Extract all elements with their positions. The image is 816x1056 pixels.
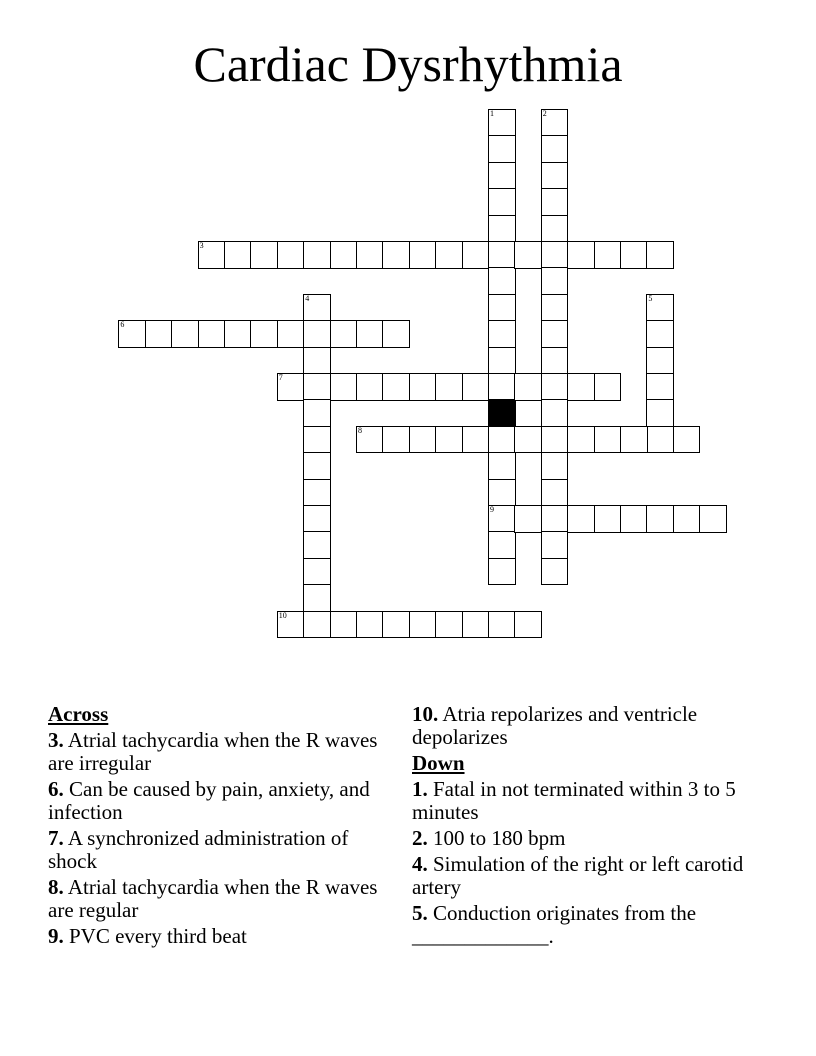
grid-cell[interactable] [303, 320, 331, 348]
grid-cell[interactable] [541, 215, 569, 243]
grid-cell[interactable] [277, 611, 305, 639]
grid-cell[interactable] [382, 320, 410, 348]
clues-column-left [48, 703, 388, 951]
clue-number: 5. [412, 901, 428, 925]
grid-cell[interactable] [356, 426, 384, 454]
grid-cell[interactable] [646, 294, 674, 322]
grid-cell[interactable] [118, 320, 146, 348]
across-clue-10 [412, 703, 762, 749]
grid-cell[interactable] [409, 426, 437, 454]
grid-cell[interactable] [514, 373, 542, 401]
grid-cell[interactable] [409, 241, 437, 269]
grid-cell[interactable] [462, 611, 490, 639]
grid-cell[interactable] [303, 241, 331, 269]
grid-cell[interactable] [541, 399, 569, 427]
grid-cell[interactable] [646, 347, 674, 375]
grid-cell[interactable] [303, 531, 331, 559]
grid-cell[interactable] [330, 373, 358, 401]
across-clue-6 [48, 778, 388, 824]
clue-text: Atrial tachycardia when the R waves are regular [48, 875, 378, 922]
page-title: Cardiac Dysrhythmia [193, 36, 623, 92]
clue-number: 6. [48, 777, 64, 801]
grid-cell[interactable] [435, 373, 463, 401]
grid-cell[interactable] [541, 479, 569, 507]
grid-cell[interactable] [435, 611, 463, 639]
grid-cell[interactable] [488, 347, 516, 375]
grid-cell[interactable] [541, 267, 569, 295]
grid-cell[interactable] [488, 426, 516, 454]
grid-cell[interactable] [198, 241, 226, 269]
down-clue-2 [412, 827, 762, 850]
grid-cell[interactable] [488, 241, 516, 269]
grid-cell[interactable] [488, 215, 516, 243]
across-clue-9 [48, 925, 388, 948]
clue-number-label: 10 [278, 610, 287, 620]
grid-cell[interactable] [541, 558, 569, 586]
clue-number: 4. [412, 852, 428, 876]
grid-cell[interactable] [303, 399, 331, 427]
clue-number: 10. [412, 702, 439, 726]
grid-cell[interactable] [171, 320, 199, 348]
grid-cell[interactable] [488, 294, 516, 322]
grid-cell[interactable] [277, 373, 305, 401]
clue-text: Conduction originates from the _____________. [412, 901, 697, 948]
clue-number-label: 8 [358, 425, 362, 435]
grid-cell[interactable] [330, 320, 358, 348]
grid-cell[interactable] [514, 241, 542, 269]
grid-cell[interactable] [303, 452, 331, 480]
clue-text: Simulation of the right or left carotid artery [412, 852, 744, 899]
grid-cell[interactable] [594, 426, 622, 454]
clue-number-label: 5 [648, 293, 653, 303]
grid-cell[interactable] [303, 426, 331, 454]
clue-text: 100 to 180 bpm [433, 826, 566, 850]
grid-cell[interactable] [620, 426, 648, 454]
grid-cell[interactable] [488, 320, 516, 348]
clue-number: 3. [48, 728, 64, 752]
black-cell [488, 399, 516, 427]
grid-cell[interactable] [356, 241, 384, 269]
grid-cell[interactable] [567, 505, 595, 533]
grid-cell[interactable] [567, 241, 595, 269]
grid-cell[interactable] [277, 320, 305, 348]
clue-number: 9. [48, 924, 64, 948]
clue-number-label: 7 [278, 373, 283, 382]
grid-cell[interactable] [488, 505, 516, 533]
grid-cell[interactable] [646, 505, 674, 533]
clue-number: 2. [412, 826, 428, 850]
grid-cell[interactable] [382, 426, 410, 454]
grid-cell[interactable] [488, 267, 516, 295]
grid-cell[interactable] [250, 320, 278, 348]
grid-cell[interactable] [250, 241, 278, 269]
grid-cell[interactable] [541, 162, 569, 190]
grid-cell[interactable] [567, 426, 595, 454]
grid-cell[interactable] [462, 373, 490, 401]
grid-cell[interactable] [541, 347, 569, 375]
grid-cell[interactable] [462, 241, 490, 269]
clue-text: PVC every third beat [69, 924, 247, 948]
clue-number-label: 6 [120, 320, 125, 330]
grid-cell[interactable] [594, 373, 622, 401]
grid-cell[interactable] [356, 373, 384, 401]
grid-cell[interactable] [488, 109, 516, 137]
grid-cell[interactable] [620, 241, 648, 269]
grid-cell[interactable] [514, 505, 542, 533]
grid-cell[interactable] [567, 373, 595, 401]
grid-cell[interactable] [303, 347, 331, 375]
grid-cell[interactable] [541, 188, 569, 216]
down-heading: Down [412, 751, 465, 775]
grid-cell[interactable] [303, 584, 331, 612]
down-clue-5 [412, 902, 762, 948]
grid-cell[interactable] [488, 373, 516, 401]
grid-cell[interactable] [382, 241, 410, 269]
grid-cell[interactable] [224, 241, 252, 269]
clue-text: Can be caused by pain, anxiety, and infection [48, 777, 370, 824]
across-clue-3 [48, 729, 388, 775]
grid-cell[interactable] [330, 611, 358, 639]
grid-cell[interactable] [356, 320, 384, 348]
grid-cell[interactable] [673, 426, 701, 454]
clue-number-label: 1 [490, 109, 494, 118]
down-clue-1 [412, 778, 762, 824]
grid-cell[interactable] [488, 188, 516, 216]
grid-cell[interactable] [488, 558, 516, 586]
grid-cell[interactable] [699, 505, 727, 533]
clues-column-right [412, 703, 762, 951]
grid-cell[interactable] [435, 426, 463, 454]
grid-cell[interactable] [303, 505, 331, 533]
across-clue-7 [48, 827, 388, 873]
grid-cell[interactable] [303, 558, 331, 586]
grid-cell[interactable] [646, 399, 674, 427]
grid-cell[interactable] [541, 452, 569, 480]
grid-cell[interactable] [594, 505, 622, 533]
grid-cell[interactable] [541, 294, 569, 322]
grid-cell[interactable] [594, 241, 622, 269]
down-clue-4 [412, 853, 762, 899]
clue-text: Fatal in not terminated within 3 to 5 minutes [412, 777, 736, 824]
grid-cell[interactable] [488, 479, 516, 507]
grid-cell[interactable] [541, 135, 569, 163]
grid-cell[interactable] [646, 426, 674, 454]
clue-text: Atrial tachycardia when the R waves are irregular [48, 728, 378, 775]
grid-cell[interactable] [356, 611, 384, 639]
grid-cell[interactable] [145, 320, 173, 348]
grid-cell[interactable] [488, 531, 516, 559]
grid-cell[interactable] [488, 452, 516, 480]
across-clue-8 [48, 876, 388, 922]
grid-cell[interactable] [541, 241, 569, 269]
clue-number: 8. [48, 875, 64, 899]
grid-cell[interactable] [224, 320, 252, 348]
grid-cell[interactable] [382, 611, 410, 639]
grid-cell[interactable] [646, 320, 674, 348]
clue-text: A synchronized administration of shock [48, 826, 349, 873]
grid-cell[interactable] [488, 135, 516, 163]
grid-cell[interactable] [303, 611, 331, 639]
grid-cell[interactable] [277, 241, 305, 269]
grid-cell[interactable] [409, 611, 437, 639]
across-heading: Across [48, 702, 109, 726]
grid-cell[interactable] [409, 373, 437, 401]
clue-number-label: 4 [305, 293, 310, 303]
grid-cell[interactable] [541, 320, 569, 348]
grid-cell[interactable] [541, 109, 569, 137]
clue-number: 1. [412, 777, 428, 801]
grid-cell[interactable] [303, 373, 331, 401]
grid-cell[interactable] [462, 426, 490, 454]
clue-number-label: 9 [490, 505, 494, 514]
grid-cell[interactable] [646, 373, 674, 401]
clue-number-label: 3 [199, 241, 204, 250]
grid-cell[interactable] [541, 505, 569, 533]
grid-cell[interactable] [488, 611, 516, 639]
clue-text: Atria repolarizes and ventricle depolarizes [412, 702, 698, 749]
grid-cell[interactable] [514, 426, 542, 454]
clue-number-label: 2 [542, 109, 547, 118]
grid-cell[interactable] [541, 531, 569, 559]
grid-cell[interactable] [382, 373, 410, 401]
grid-cell[interactable] [514, 611, 542, 639]
grid-cell[interactable] [198, 320, 226, 348]
grid-cell[interactable] [646, 241, 674, 269]
grid-cell[interactable] [673, 505, 701, 533]
grid-cell[interactable] [541, 373, 569, 401]
grid-cell[interactable] [303, 479, 331, 507]
grid-cell[interactable] [488, 162, 516, 190]
grid-cell[interactable] [435, 241, 463, 269]
grid-cell[interactable] [303, 294, 331, 322]
clue-number: 7. [48, 826, 64, 850]
grid-cell[interactable] [330, 241, 358, 269]
grid-cell[interactable] [620, 505, 648, 533]
grid-cell[interactable] [541, 426, 569, 454]
